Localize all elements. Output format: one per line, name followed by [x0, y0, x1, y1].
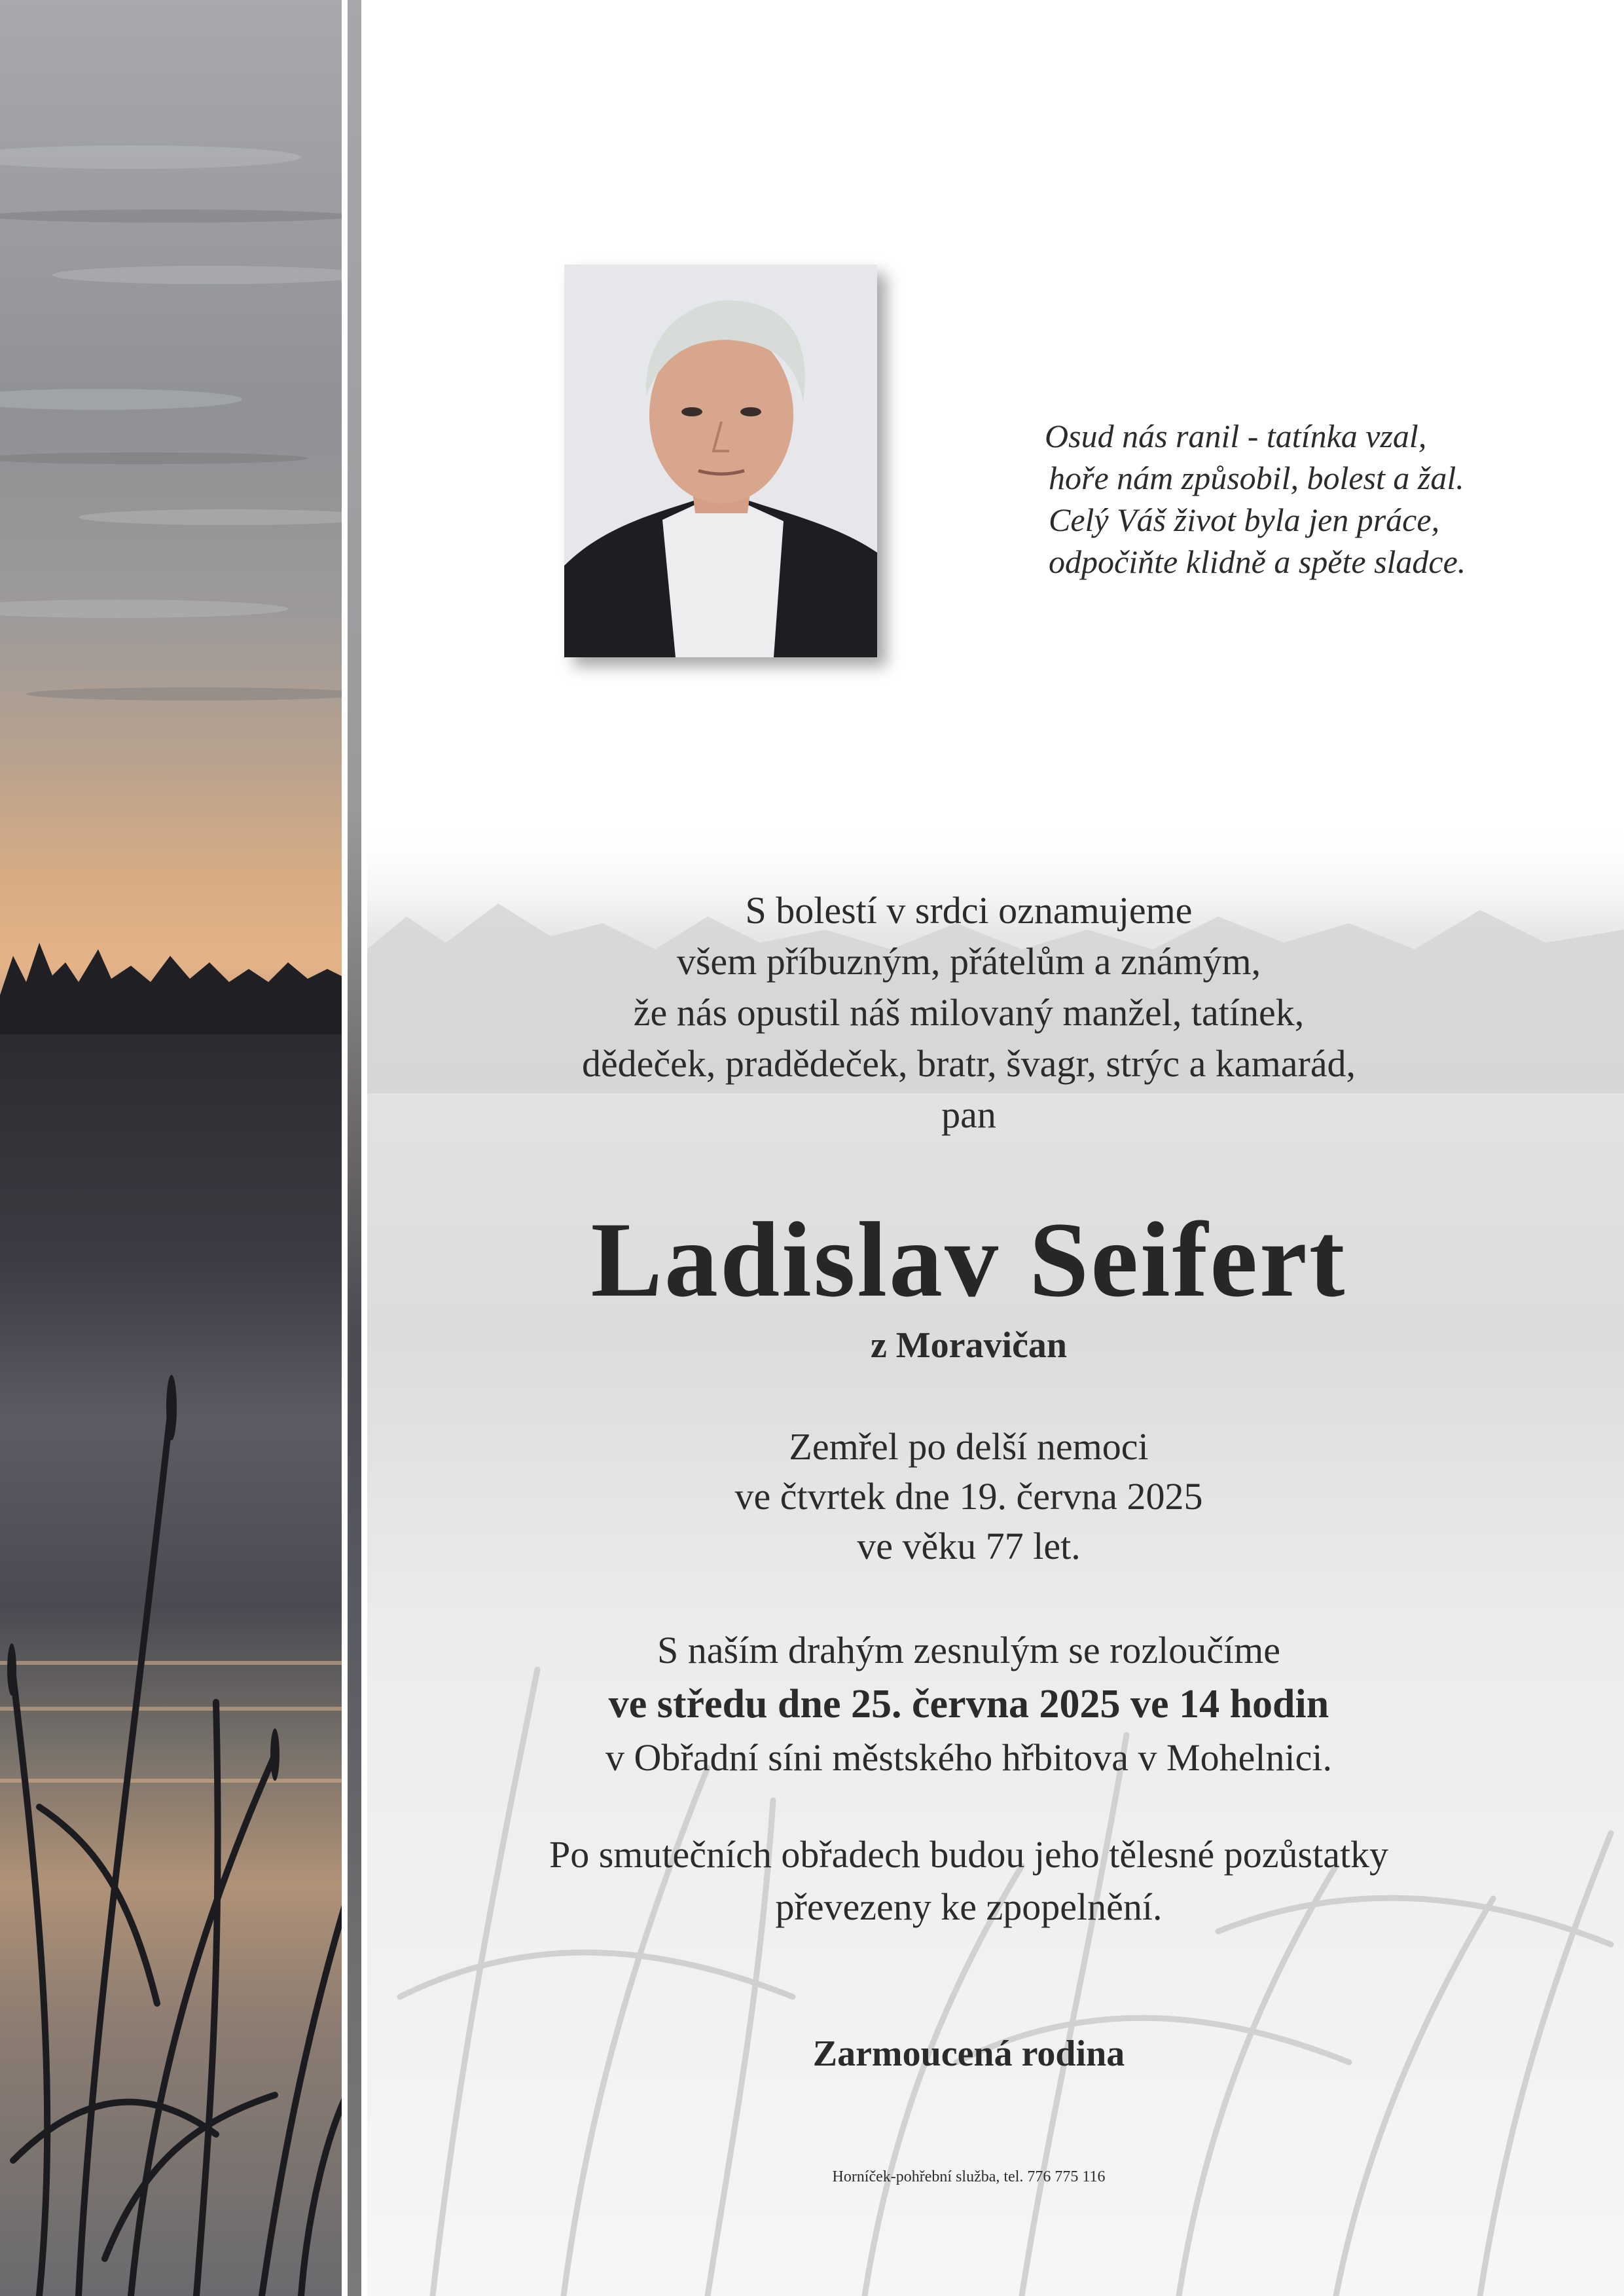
deceased-photo	[564, 264, 877, 657]
death-line: ve věku 77 let.	[857, 1525, 1081, 1567]
portrait-photo	[564, 264, 877, 657]
ceremony-intro: S naším drahým zesnulým se rozloučíme	[657, 1629, 1280, 1671]
landscape-strip	[0, 0, 353, 2296]
ceremony-place: v Obřadní síni městského hřbitova v Mohelnici.	[605, 1736, 1332, 1779]
sunset-lake-image	[0, 0, 353, 2296]
cremation-line: Po smutečních obřadech budou jeho tělesné pozůstatky	[549, 1833, 1389, 1876]
poem-line: Celý Váš život byla jen práce,	[1049, 501, 1440, 538]
ceremony-info	[393, 1624, 1545, 1785]
announcement	[393, 885, 1545, 1140]
announcement-line: S bolestí v srdci oznamujeme	[745, 889, 1193, 932]
poem-line: odpočiňte klidně a spěte sladce.	[1049, 543, 1466, 580]
death-line: Zemřel po delší nemoci	[789, 1425, 1149, 1468]
ceremony-datetime: ve středu dne 25. června 2025 ve 14 hodin	[608, 1682, 1329, 1726]
cremation-info	[393, 1829, 1545, 1933]
deceased-name: Ladislav Seifert	[590, 1201, 1347, 1319]
deceased-origin: z Moravičan	[870, 1325, 1068, 1366]
poem	[1045, 415, 1542, 583]
family-signature: Zarmoucená rodina	[812, 2033, 1125, 2074]
cremation-line: převezeny ke zpopelnění.	[775, 1886, 1163, 1928]
announcement-line: pan	[941, 1093, 996, 1136]
announcement-line: dědeček, pradědeček, bratr, švagr, strýc a kamarád,	[581, 1042, 1356, 1085]
death-line: ve čtvrtek dne 19. června 2025	[734, 1475, 1203, 1518]
strip-divider	[361, 0, 367, 2296]
announcement-line: všem příbuzným, přátelům a známým,	[676, 940, 1261, 983]
strip-gap	[348, 0, 361, 2296]
announcement-line: že nás opustil náš milovaný manžel, tatínek,	[633, 991, 1305, 1034]
poem-line: Osud nás ranil - tatínka vzal,	[1045, 418, 1427, 454]
poem-line: hoře nám způsobil, bolest a žal.	[1049, 460, 1464, 496]
death-info	[393, 1422, 1545, 1571]
strip-divider	[342, 0, 348, 2296]
funeral-service-footer: Horníček-pohřební služba, tel. 776 775 116	[832, 2168, 1106, 2185]
